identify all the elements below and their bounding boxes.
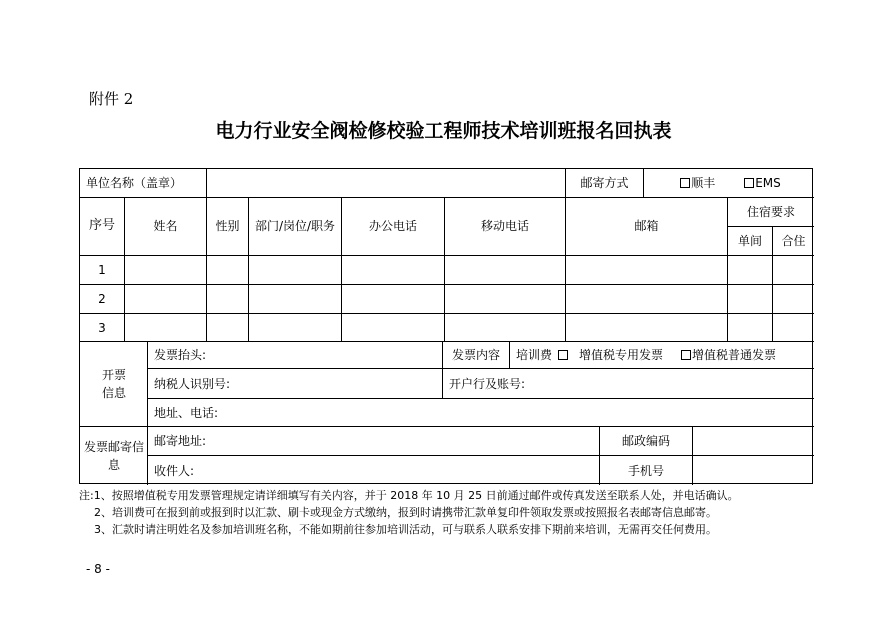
attachment-label: 附件 2 bbox=[89, 90, 134, 108]
training-fee-label: 培训费 bbox=[516, 348, 553, 362]
grid-line bbox=[80, 313, 814, 314]
unit-name-label: 单位名称（盖章） bbox=[86, 176, 183, 190]
invoice-content-options bbox=[510, 342, 814, 368]
sf-option-label: 顺丰 bbox=[691, 176, 716, 190]
mail-method-options bbox=[644, 169, 814, 197]
row-number: 1 bbox=[98, 263, 106, 277]
mobile-header: 移动电话 bbox=[480, 219, 529, 233]
row-number: 2 bbox=[98, 292, 106, 306]
seq-header: 序号 bbox=[88, 218, 115, 234]
office-phone-header: 办公电话 bbox=[368, 219, 417, 233]
postcode-label: 邮政编码 bbox=[621, 434, 670, 448]
bank-account-label: 开户行及账号: bbox=[449, 376, 526, 391]
dept-header: 部门/岗位/职务 bbox=[254, 219, 336, 233]
invoice-header-label: 发票抬头: bbox=[154, 348, 207, 362]
mailing-address-label: 邮寄地址: bbox=[154, 434, 207, 448]
shared-room-header: 合住 bbox=[781, 234, 806, 248]
name-header: 姓名 bbox=[153, 219, 178, 233]
page-number: - 8 - bbox=[86, 562, 110, 576]
form-title: 电力行业安全阀检修校验工程师技术培训班报名回执表 bbox=[215, 120, 672, 142]
vat-special-label: 增值税专用发票 bbox=[579, 348, 664, 362]
registration-form bbox=[79, 168, 813, 484]
recipient-label: 收件人: bbox=[154, 463, 195, 478]
vat-normal-label: 增值税普通发票 bbox=[692, 348, 777, 362]
address-phone-label: 地址、电话: bbox=[154, 405, 219, 420]
ems-checkbox[interactable] bbox=[744, 178, 754, 188]
unit-name-field[interactable] bbox=[207, 169, 565, 197]
notes bbox=[79, 487, 739, 538]
ems-option-label: EMS bbox=[755, 176, 781, 190]
grid-line bbox=[80, 255, 814, 256]
single-room-header: 单间 bbox=[737, 234, 762, 248]
note-1: 注:1、按照增值税专用发票管理规定请详细填写有关内容，并于 2018 年 10 月 25 日前通过邮件或传真发送至联系人处，并电话确认。 bbox=[79, 489, 739, 502]
grid-line bbox=[248, 197, 249, 341]
lodging-header: 住宿要求 bbox=[746, 204, 795, 219]
mailing-section-label: 发票邮寄信息 bbox=[84, 440, 145, 472]
mail-method-label: 邮寄方式 bbox=[580, 176, 629, 190]
vat-special-checkbox[interactable] bbox=[558, 350, 568, 360]
grid-line bbox=[692, 426, 693, 485]
invoice-section-label: 开票信息 bbox=[101, 368, 126, 400]
row-number: 3 bbox=[98, 320, 106, 335]
mobile-number-label: 手机号 bbox=[627, 463, 664, 478]
grid-line bbox=[80, 284, 814, 285]
taxpayer-id-label: 纳税人识别号: bbox=[154, 376, 231, 391]
note-2: 2、培训费可在报到前或报到时以汇款、刷卡或现金方式缴纳，报到时请携带汇款单复印件领取发票或按照报名表邮寄信息邮寄。 bbox=[94, 506, 717, 519]
email-header: 邮箱 bbox=[634, 219, 659, 233]
gender-header: 性别 bbox=[215, 219, 240, 233]
note-3: 3、汇款时请注明姓名及参加培训班名称，不能如期前往参加培训活动，可与联系人联系安排下期前来培训，无需再交任何费用。 bbox=[94, 523, 717, 536]
invoice-content-label: 发票内容 bbox=[451, 348, 500, 362]
sf-checkbox[interactable] bbox=[680, 178, 690, 188]
vat-normal-checkbox[interactable] bbox=[681, 350, 691, 360]
